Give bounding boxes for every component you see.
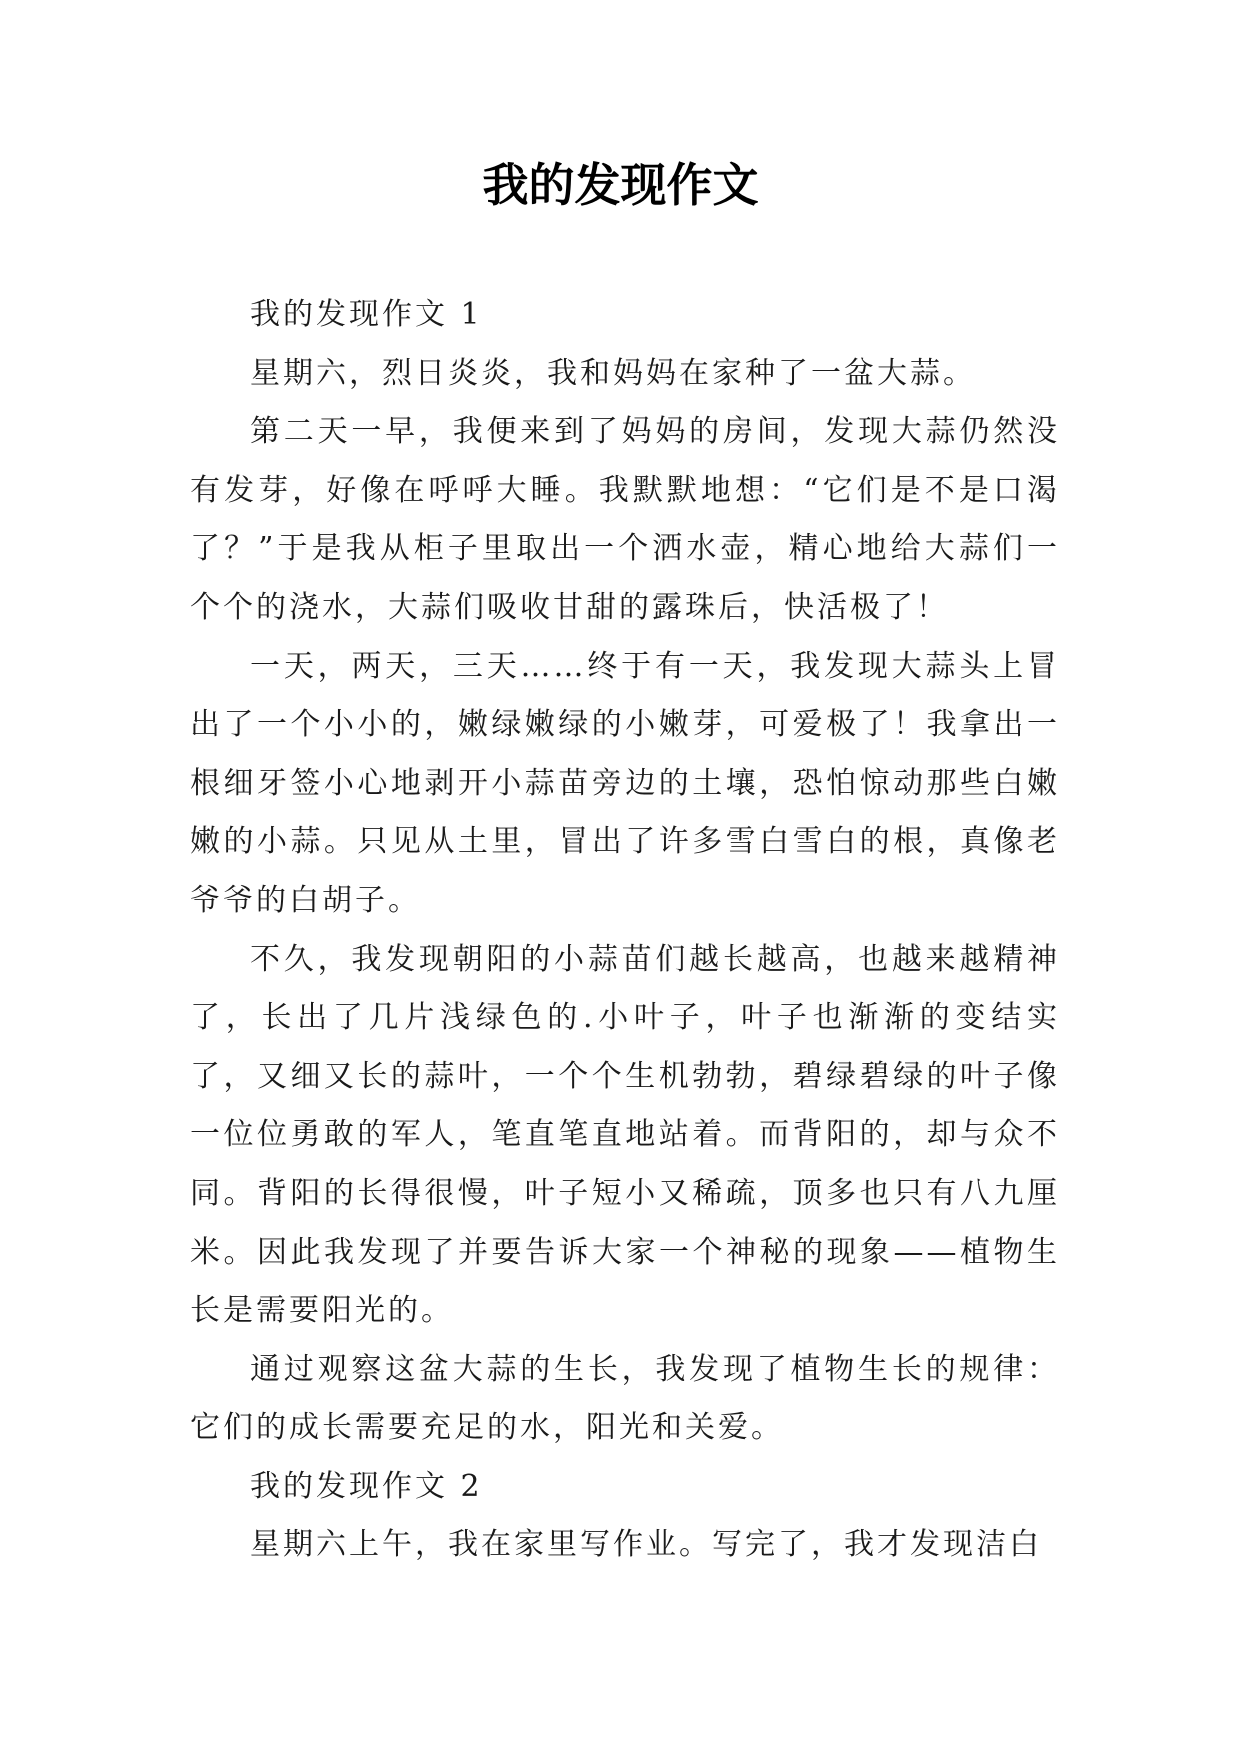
paragraph: 星期六，烈日炎炎，我和妈妈在家种了一盆大蒜。 [250, 355, 976, 391]
paragraph: 第二天一早，我便来到了妈妈的房间，发现大蒜仍然没有发芽，好像在呼呼大睡。我默默地想：“它们是不是口渴了？”于是我从柜子里取出一个洒水壶，精心地给大蒜们一个个的浇水，大蒜们吸收甘甜的露珠后，快活极了！ [190, 414, 1060, 625]
paragraph: 不久，我发现朝阳的小蒜苗们越长越高，也越来越精神了，长出了几片浅绿色的.小叶子，叶子也渐渐的变结实了，又细又长的蒜叶，一个个生机勃勃，碧绿碧绿的叶子像一位位勇敢的军人，笔直笔直地站着。而背阳的，却与众不同。背阳的长得很慢，叶子短小又稀疏，顶多也只有八九厘米。因此我发现了并要告诉大家一个神秘的现象——植物生长是需要阳光的。 [190, 941, 1060, 1329]
paragraph: 通过观察这盆大蒜的生长，我发现了植物生长的规律：它们的成长需要充足的水，阳光和关爱。 [190, 1351, 1060, 1446]
paragraph: 一天，两天，三天……终于有一天，我发现大蒜头上冒出了一个小小的，嫩绿嫩绿的小嫩芽，可爱极了！我拿出一根细牙签小心地剥开小蒜苗旁边的土壤，恐怕惊动那些白嫩嫩的小蒜。只见从土里，冒出了许多雪白雪白的根，真像老爷爷的白胡子。 [190, 648, 1060, 918]
section-heading-1: 我的发现作文 1 [250, 297, 483, 332]
document-body [190, 286, 1060, 1575]
document-title: 我的发现作文 [482, 158, 759, 212]
paragraph: 星期六上午，我在家里写作业。写完了，我才发现洁白 [250, 1527, 1042, 1563]
section-heading-2: 我的发现作文 2 [250, 1468, 483, 1504]
